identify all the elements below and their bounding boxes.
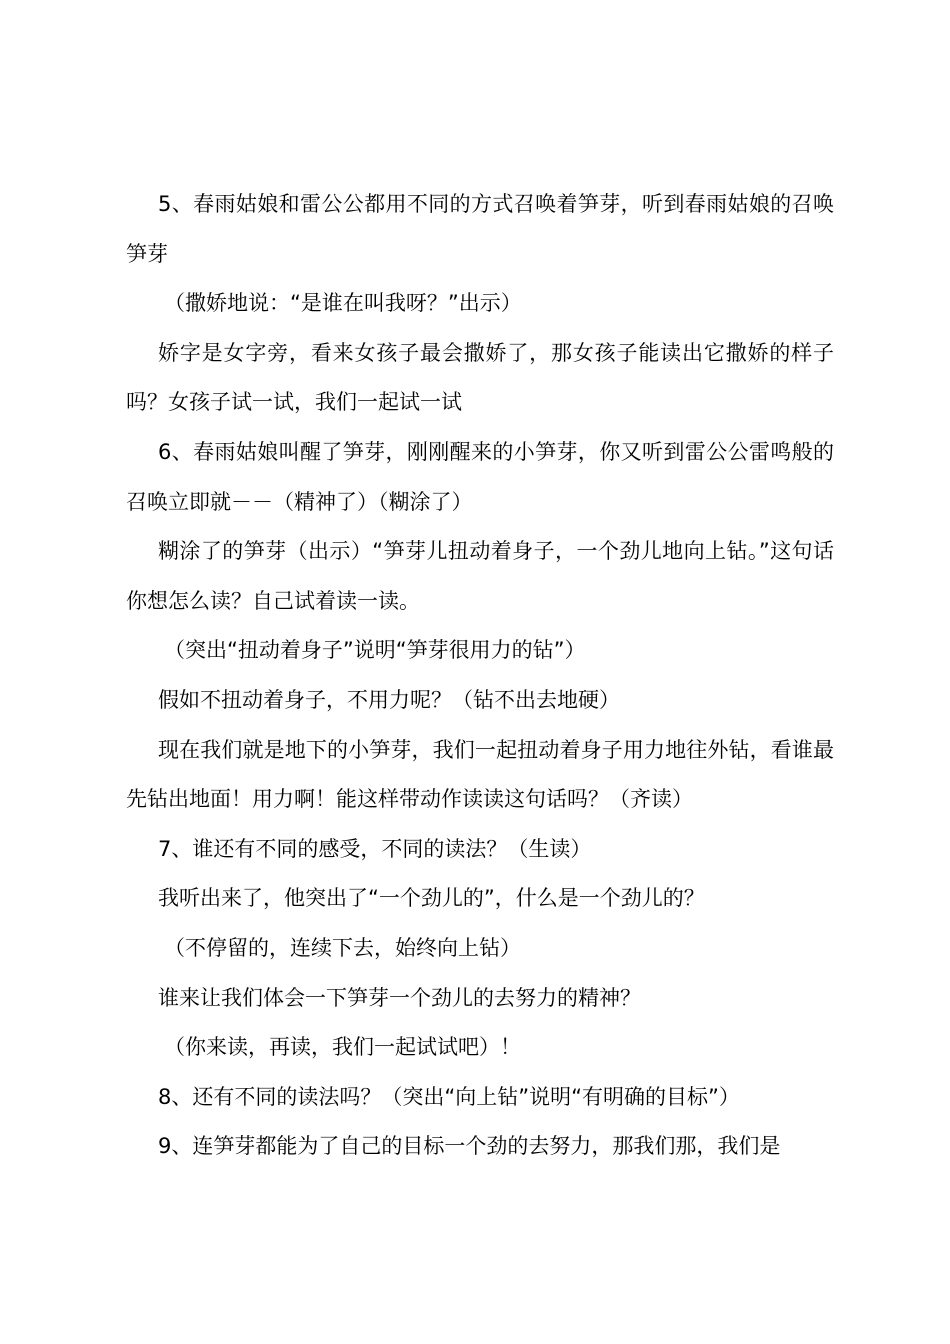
paragraph-note-sajiao: （撒娇地说：“是谁在叫我呀？”出示）	[164, 291, 522, 316]
paragraph-step-9: 9、连笋芽都能为了自己的目标一个劲的去努力，那我们那，我们是	[158, 1134, 781, 1159]
paragraph-jiao-character: 娇字是女字旁，看来女孩子最会撒娇了，那女孩子能读出它撒娇的样子吗？女孩子试一试，我们一起试一试	[126, 340, 834, 415]
paragraph-step-5: 5、春雨姑娘和雷公公都用不同的方式召唤着笋芽，听到春雨姑娘的召唤笋芽	[126, 192, 834, 266]
paragraph-step-7: 7、谁还有不同的感受，不同的读法？（生读）	[158, 836, 592, 861]
paragraph-act-out: 现在我们就是地下的小笋芽，我们一起扭动着身子用力地往外钻，看谁最先钻出地面！用力啊！能这样带动作读读这句话吗？（齐读）	[126, 737, 834, 812]
document-body	[126, 180, 834, 1172]
paragraph-step-8: 8、还有不同的读法吗？（突出“向上钻”说明“有明确的目标”）	[158, 1084, 740, 1109]
paragraph-note-emphasis: （突出“扭动着身子”说明“笋芽很用力的钻”）	[164, 638, 586, 663]
paragraph-note-read-again: （你来读，再读，我们一起试试吧）！	[164, 1035, 521, 1060]
paragraph-hypothesis: 假如不扭动着身子，不用力呢？（钻不出去地硬）	[158, 687, 620, 712]
paragraph-note-continuous: （不停留的，连续下去，始终向上钻）	[164, 935, 521, 960]
paragraph-step-6: 6、春雨姑娘叫醒了笋芽，刚刚醒来的小笋芽，你又听到雷公公雷鸣般的召唤立即就－－（精神了）（糊涂了）	[126, 439, 834, 514]
paragraph-heard: 我听出来了，他突出了“一个劲儿的”，什么是一个劲儿的？	[158, 886, 705, 911]
paragraph-experience: 谁来让我们体会一下笋芽一个劲儿的去努力的精神？	[158, 985, 641, 1010]
paragraph-confused-sprout: 糊涂了的笋芽（出示）“笋芽儿扭动着身子，一个劲儿地向上钻。”这句话你想怎么读？自己试着读一读。	[126, 539, 834, 613]
